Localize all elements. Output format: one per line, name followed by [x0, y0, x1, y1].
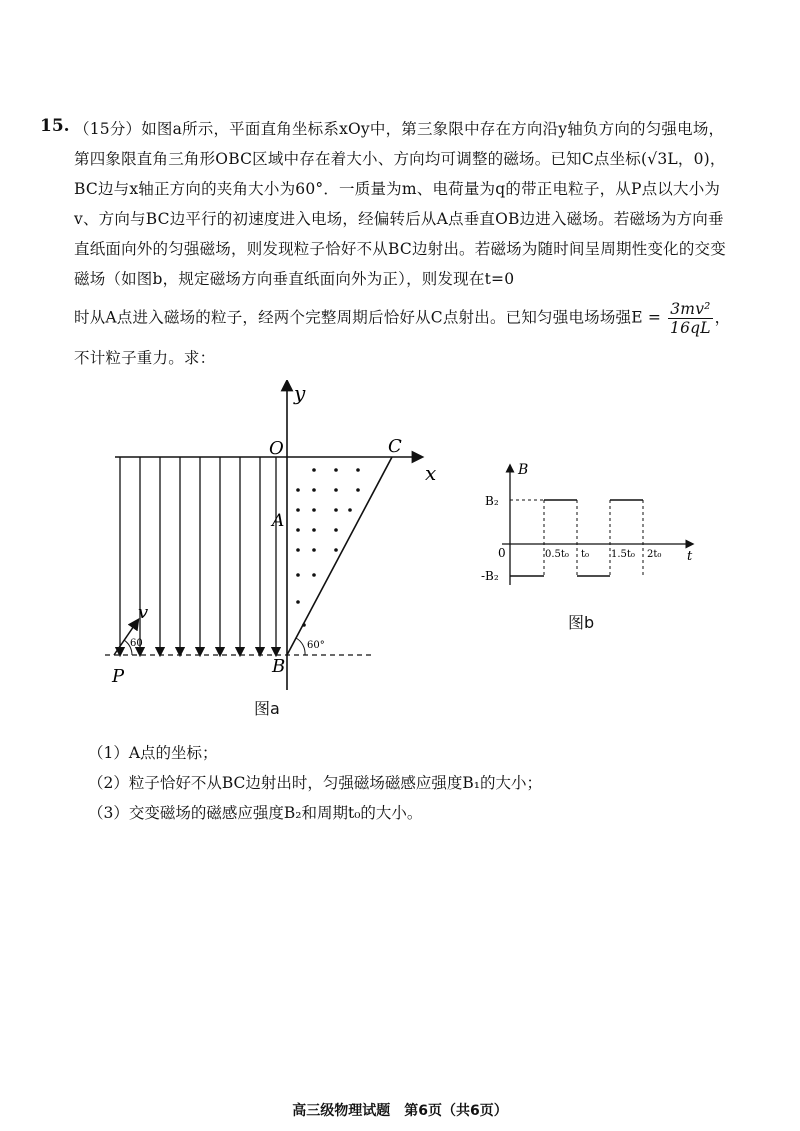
fraction-numerator: 3mv² — [670, 300, 711, 318]
tick-half-t0: 0.5t₀ — [545, 549, 569, 560]
label-angle-p: 60 — [130, 638, 143, 649]
question-item-3: （3）交变磁场的磁感应强度B₂和周期t₀的大小。 — [88, 804, 423, 822]
magnetic-field-dots — [296, 468, 360, 627]
figure-b-caption: 图b — [568, 613, 595, 632]
label-zero: 0 — [498, 546, 506, 560]
angle-arc-b — [296, 638, 305, 655]
question-item-2: （2）粒子恰好不从BC边射出时，匀强磁场磁感应强度B₁的大小； — [88, 774, 543, 792]
question-number: 15. — [40, 116, 70, 136]
guide-lines — [510, 500, 643, 576]
label-a: A — [272, 511, 285, 531]
label-p: P — [112, 666, 125, 687]
label-c: C — [388, 436, 402, 457]
label-x: x — [425, 461, 437, 485]
label-y: y — [294, 381, 306, 405]
label-b2: B₂ — [485, 494, 499, 508]
label-neg-b2: -B₂ — [481, 569, 499, 583]
fraction-denominator: 16qL — [670, 319, 711, 337]
label-b-axis: B — [518, 462, 529, 478]
figure-a-diagram — [100, 380, 460, 700]
label-b: B — [272, 656, 286, 677]
figure-a-caption: 图a — [254, 699, 280, 718]
problem-text-field: 时从A点进入磁场的粒子，经两个完整周期后恰好从C点射出。已知匀强电场场强E = — [74, 308, 662, 327]
problem-text-main: （15分）如图a所示，平面直角坐标系xOy中，第三象限中存在方向沿y轴负方向的匀强电场，第四象限直角三角形OBC区域中存在着大小、方向均可调整的磁场。已知C点坐标(√3L，0)，BC边与x轴正方向的夹角大小为60°．一质量为m、电荷量为q的带正电粒子，从P点以大小为v、方向与BC边平行的初速度进入电场，经偏转后从A点垂直OB边进入磁场。若磁场为方向垂直纸面向外的匀强磁场，则发现粒子恰好不从BC边射出。若磁场为随时间呈周期性变化的交变磁场（如图b，规定磁场方向垂直纸面向外为正），则发现在t=0 — [74, 120, 726, 288]
question-item-1: （1）A点的坐标； — [88, 744, 218, 762]
tick-2-t0: 2t₀ — [647, 549, 662, 560]
label-angle-b: 60° — [307, 640, 325, 651]
problem-text-comma: ， — [714, 308, 731, 327]
problem-statement — [74, 114, 734, 373]
page-footer: 高三级物理试题 第6页（共6页） — [292, 1103, 508, 1119]
field-fraction — [668, 300, 712, 337]
problem-text-field-line — [74, 300, 734, 337]
question-list — [88, 738, 542, 828]
label-t-axis: t — [687, 549, 693, 564]
label-v: v — [138, 602, 149, 623]
label-o: O — [269, 438, 284, 459]
problem-text-ask: 不计粒子重力。求： — [74, 349, 216, 367]
tick-1-5-t0: 1.5t₀ — [611, 549, 635, 560]
tick-t0: t₀ — [581, 549, 590, 560]
figure-b-graph — [480, 460, 700, 590]
